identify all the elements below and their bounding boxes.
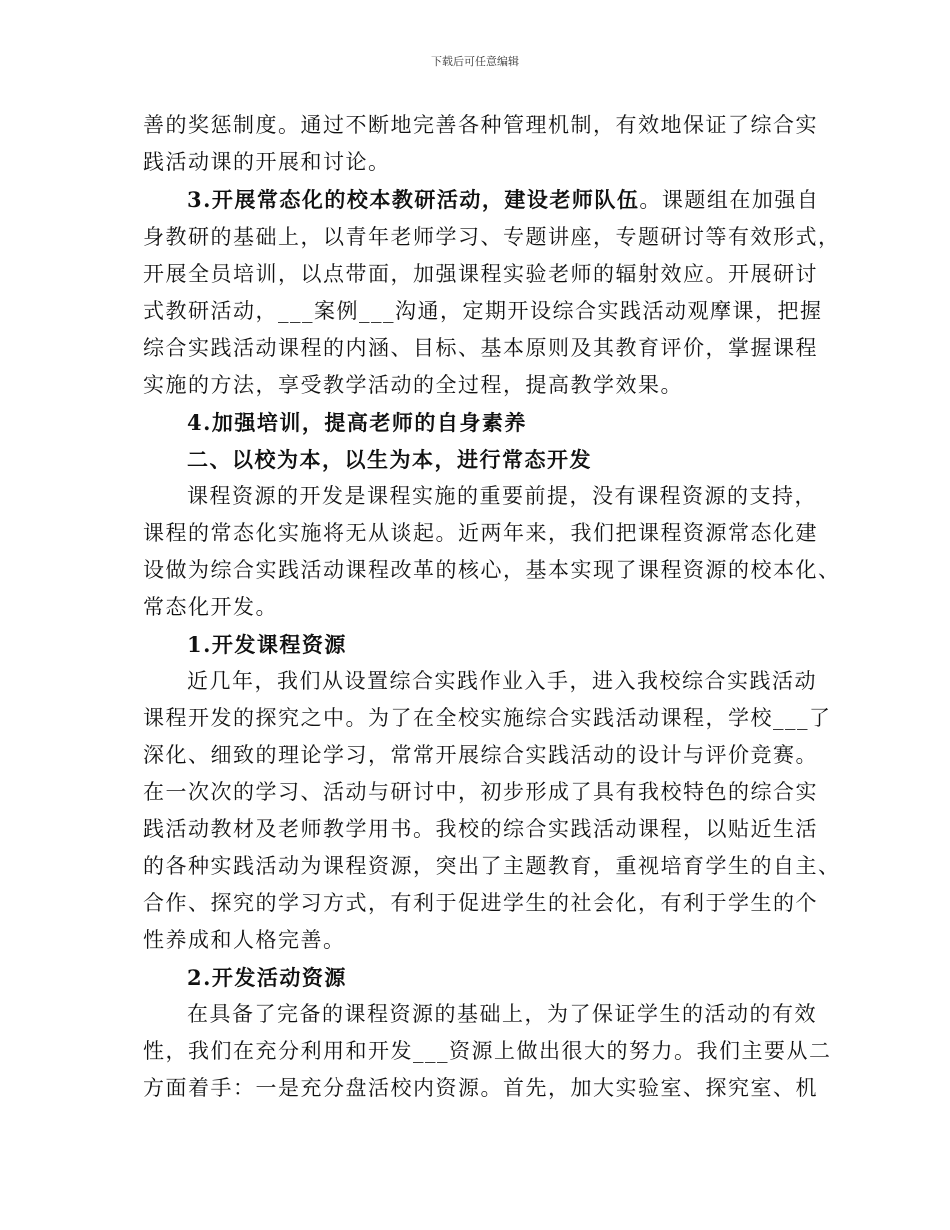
paragraph-line: 近几年，我们从设置综合实践作业入手，进入我校综合实践活动	[187, 669, 817, 693]
paragraph-line: 的各种实践活动为课程资源，突出了主题教育，重视培育学生的自主、	[143, 854, 841, 878]
paragraph-text: 。课题组在加强自	[639, 188, 820, 212]
paragraph-line	[143, 181, 823, 219]
paragraph-line: 综合实践活动课程的内涵、目标、基本原则及其教育评价，掌握课程	[143, 336, 818, 360]
section-heading: 4.加强培训，提高老师的自身素养	[187, 410, 527, 435]
section-heading: 2.开发活动资源	[187, 965, 347, 990]
section-heading: 1.开发课程资源	[187, 632, 347, 657]
paragraph-line: 式教研活动，___案例___沟通，定期开设综合实践活动观摩课，把握	[143, 299, 823, 323]
paragraph-line: 深化、细致的理论学习，常常开展综合实践活动的设计与评价竞赛。	[143, 743, 818, 767]
paragraph-line: 践活动教材及老师教学用书。我校的综合实践活动课程，以贴近生活	[143, 817, 818, 841]
paragraph-line: 身教研的基础上，以青年老师学习、专题讲座，专题研讨等有效形式，	[143, 225, 841, 249]
paragraph-line: 在具备了完备的课程资源的基础上，为了保证学生的活动的有效	[187, 1002, 817, 1026]
document-body	[143, 107, 841, 1107]
paragraph-line: 课程开发的探究之中。为了在全校实施综合实践活动课程，学校___了	[143, 706, 832, 730]
paragraph-line: 性养成和人格完善。	[143, 928, 346, 952]
paragraph-line: 常态化开发。	[143, 595, 278, 619]
paragraph-line: 践活动课的开展和讨论。	[143, 150, 391, 174]
paragraph-line: 方面着手：一是充分盘活校内资源。首先，加大实验室、探究室、机	[143, 1076, 818, 1100]
section-heading-inline: 3.开展常态化的校本教研活动，建设老师队伍	[187, 187, 640, 212]
paragraph-line: 在一次次的学习、活动与研讨中，初步形成了具有我校特色的综合实	[143, 780, 818, 804]
paragraph-line: 课程的常态化实施将无从谈起。近两年来，我们把课程资源常态化建	[143, 521, 818, 545]
paragraph-line: 开展全员培训，以点带面，加强课程实验老师的辐射效应。开展研讨	[143, 262, 818, 286]
paragraph-line: 课程资源的开发是课程实施的重要前提，没有课程资源的支持，	[187, 484, 817, 508]
paragraph-line: 合作、探究的学习方式，有利于促进学生的社会化，有利于学生的个	[143, 891, 818, 915]
paragraph-line: 善的奖惩制度。通过不断地完善各种管理机制，有效地保证了综合实	[143, 113, 818, 137]
page-header: 下载后可任意编辑	[431, 55, 519, 68]
paragraph-line: 实施的方法，享受教学活动的全过程，提高教学效果。	[143, 373, 683, 397]
paragraph-line: 设做为综合实践活动课程改革的核心，基本实现了课程资源的校本化、	[143, 558, 841, 582]
section-heading: 二、以校为本，以生为本，进行常态开发	[187, 447, 592, 472]
paragraph-line: 性，我们在充分利用和开发___资源上做出很大的努力。我们主要从二	[143, 1039, 832, 1063]
